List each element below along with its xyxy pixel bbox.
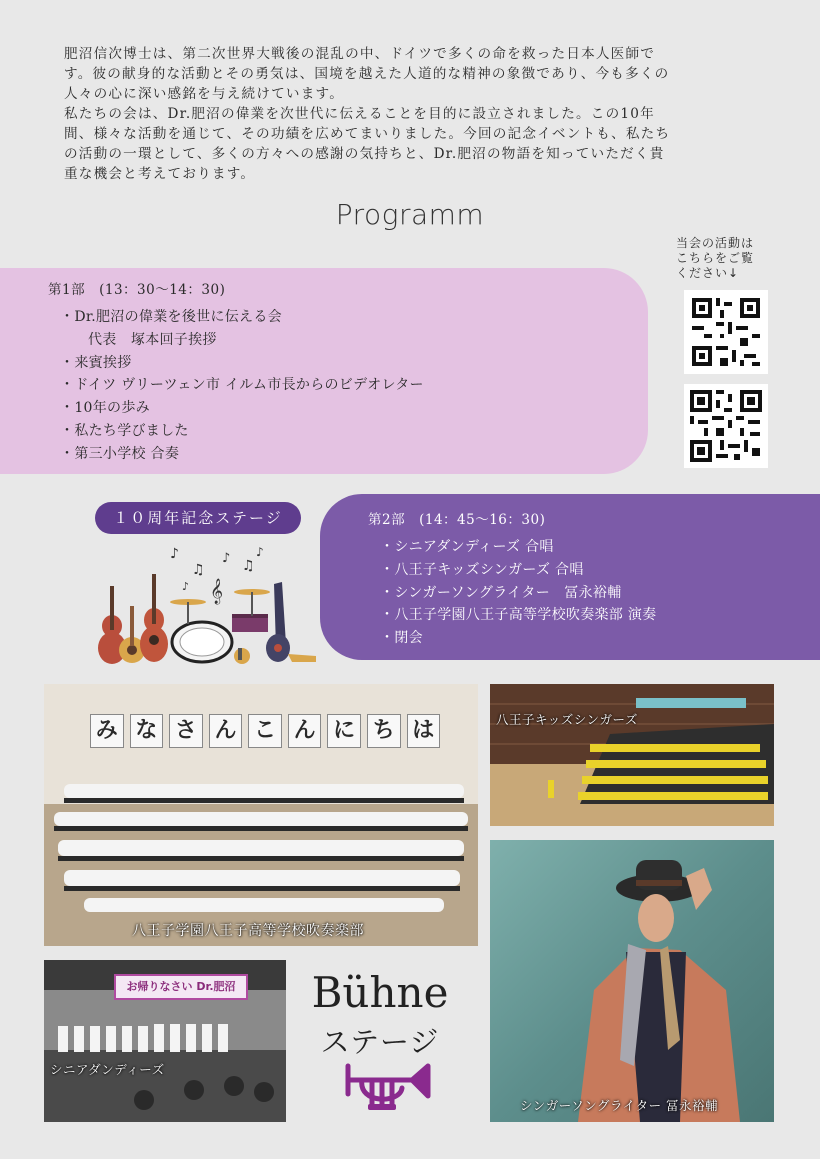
part2-panel	[320, 494, 820, 660]
senior-dandies-caption: シニアダンディーズ	[50, 1062, 165, 1077]
list-item: ・ ドイツ ヴリーツェン市 イルム市長からのビデオレター	[60, 374, 424, 397]
intro-line: 間、様々な活動を通じて、その功績を広めてまいりました。今回の記念イベントも、私たち	[64, 126, 671, 142]
intro-line: す。彼の献身的な活動とその勇気は、国境を越えた人道的な精神の象徴であり、今も多くの	[64, 66, 670, 82]
svg-text:♪: ♪	[222, 551, 231, 566]
svg-text:𝄞: 𝄞	[210, 579, 224, 604]
stage-title: Bühne	[311, 968, 449, 1017]
banner-char: さ	[169, 714, 203, 748]
list-item: ・ 第三小学校 合奏	[60, 443, 424, 466]
part2-heading: 第2部 (14：45〜16：30)	[368, 512, 546, 528]
band-photo	[44, 684, 478, 946]
program-title: Programm	[335, 198, 485, 231]
kids-singers-caption: 八王子キッズシンガーズ	[496, 712, 638, 727]
list-item: ・ Dr.肥沼の偉業を後世に伝える会	[60, 306, 424, 329]
svg-text:♪: ♪	[256, 545, 264, 559]
intro-line: 肥沼信次博士は、第二次世界大戦後の混乱の中、ドイツで多くの命を救った日本人医師で	[64, 46, 656, 62]
list-item: ・ シニアダンディーズ 合唱	[380, 536, 656, 559]
svg-text:♫: ♫	[242, 558, 255, 574]
svg-text:♫: ♫	[192, 562, 205, 578]
qr-caption-line: 当会の活動は	[676, 236, 755, 250]
qr-code-2[interactable]	[684, 384, 768, 468]
banner-char: な	[130, 714, 164, 748]
qr-code-1[interactable]	[684, 290, 768, 374]
svg-text:♪: ♪	[182, 580, 190, 593]
banner-char: こ	[248, 714, 282, 748]
banner-char: に	[327, 714, 361, 748]
part2-list	[380, 536, 656, 650]
svg-text:♪: ♪	[170, 546, 179, 562]
kids-singers-photo	[490, 684, 774, 826]
singer-caption: シンガーソングライター 冨永裕輔	[520, 1098, 719, 1113]
list-item: ・ 10年の歩み	[60, 397, 424, 420]
anniversary-badge: １０周年記念ステージ	[95, 502, 301, 534]
senior-dandies-photo	[44, 960, 286, 1122]
banner-char: ん	[288, 714, 322, 748]
banner-char: ち	[367, 714, 401, 748]
trumpet-icon	[342, 1060, 434, 1122]
band-photo-caption: 八王子学園八王子高等学校吹奏楽部	[132, 923, 364, 939]
part1-heading: 第1部 (13：30〜14：30)	[48, 282, 226, 298]
singer-photo	[490, 840, 774, 1122]
list-item: ・ 八王子学園八王子高等学校吹奏楽部 演奏	[380, 604, 656, 627]
list-item: ・ 来賓挨拶	[60, 352, 424, 375]
senior-banner: お帰りなさい Dr.肥沼	[114, 974, 248, 1000]
list-item: ・ 私たち学びました	[60, 420, 424, 443]
list-item: ・ シンガーソングライター 冨永裕輔	[380, 582, 656, 605]
stage-subtitle: ステージ	[320, 1025, 440, 1059]
list-item: ・ 八王子キッズシンガーズ 合唱	[380, 559, 656, 582]
intro-line: の活動の一環として、多くの方々への感謝の気持ちと、Dr.肥沼の物語を知っていただく貴	[64, 146, 665, 162]
banner-char: は	[407, 714, 441, 748]
part1-panel	[0, 268, 648, 474]
intro-text	[64, 44, 764, 184]
banner-char: ん	[209, 714, 243, 748]
band-banner	[90, 714, 440, 746]
list-item: ・ 閉会	[380, 627, 656, 650]
musical-instruments-illustration	[92, 544, 320, 670]
qr-caption-line: ください↓	[676, 266, 740, 280]
intro-line: 私たちの会は、Dr.肥沼の偉業を次世代に伝えることを目的に設立されました。この10年	[64, 106, 655, 122]
qr-caption	[676, 236, 766, 281]
banner-char: み	[90, 714, 124, 748]
list-item: 代表 塚本回子挨拶	[88, 331, 217, 348]
qr-caption-line: こちらをご覧	[676, 251, 755, 265]
part1-list	[60, 306, 424, 466]
intro-line: 人々の心に深い感銘を与え続けています。	[64, 86, 344, 102]
intro-line: 重な機会と考えております。	[64, 166, 256, 182]
